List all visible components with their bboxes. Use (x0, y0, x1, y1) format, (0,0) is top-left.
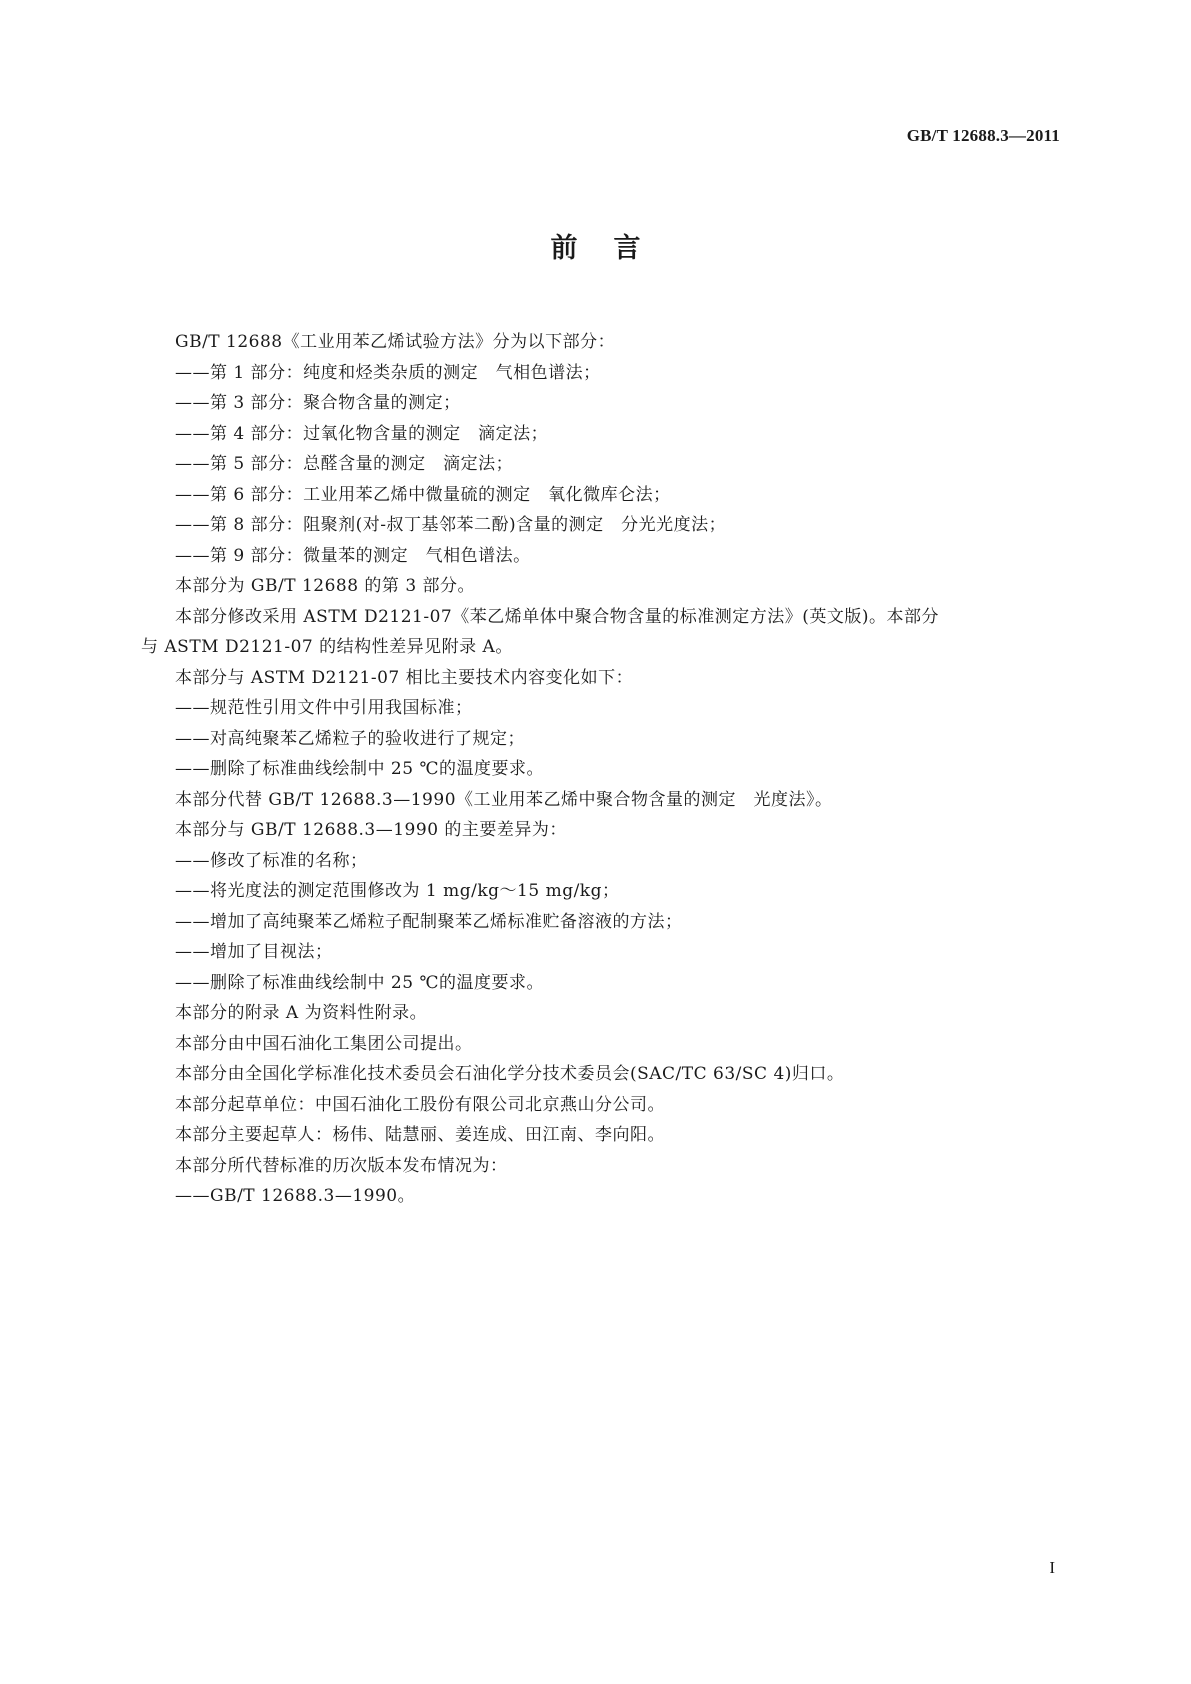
list-item: ——第 4 部分：过氧化物含量的测定 滴定法； (175, 423, 549, 444)
page-number: I (1049, 1558, 1055, 1577)
paragraph-line: 本部分为 GB/T 12688 的第 3 部分。 (175, 576, 476, 596)
standard-number: GB/T 12688.3—2011 (906, 126, 1060, 145)
list-item: ——第 1 部分：纯度和烃类杂质的测定 气相色谱法； (175, 362, 601, 383)
list-item: ——删除了标准曲线绘制中 25 ℃的温度要求。 (175, 972, 544, 993)
paragraph-line: 本部分修改采用 ASTM D2121-07《苯乙烯单体中聚合物含量的标准测定方法》(英文版)。本部分 (175, 606, 940, 627)
list-item: ——对高纯聚苯乙烯粒子的验收进行了规定； (175, 728, 525, 749)
list-item: ——修改了标准的名称； (175, 850, 368, 871)
foreword-body (141, 327, 1063, 1212)
list-item: ——删除了标准曲线绘制中 25 ℃的温度要求。 (175, 759, 544, 779)
paragraph-line: 本部分所代替标准的历次版本发布情况为： (175, 1155, 508, 1176)
paragraph-line: 本部分的附录 A 为资料性附录。 (175, 1003, 428, 1023)
paragraph-line: GB/T 12688《工业用苯乙烯试验方法》分为以下部分： (175, 332, 616, 352)
page-title: 前言 (550, 233, 677, 264)
paragraph-line: 本部分由全国化学标准化技术委员会石油化学分技术委员会(SAC/TC 63/SC 4)归口。 (175, 1064, 845, 1084)
list-item: ——增加了目视法； (175, 942, 333, 962)
list-item: ——增加了高纯聚苯乙烯粒子配制聚苯乙烯标准贮备溶液的方法； (175, 911, 683, 932)
list-item: ——第 3 部分：聚合物含量的测定； (175, 393, 461, 413)
list-item: ——规范性引用文件中引用我国标准； (175, 698, 473, 718)
paragraph-line: 本部分代替 GB/T 12688.3—1990《工业用苯乙烯中聚合物含量的测定 光度法》。 (175, 789, 833, 810)
list-item: ——第 5 部分：总醛含量的测定 滴定法； (175, 454, 514, 474)
paragraph-line: 本部分主要起草人：杨伟、陆慧丽、姜连成、田江南、李向阳。 (175, 1125, 665, 1145)
paragraph-line: 本部分与 ASTM D2121-07 相比主要技术内容变化如下： (175, 667, 634, 688)
list-item: ——将光度法的测定范围修改为 1 mg/kg～15 mg/kg； (175, 881, 620, 901)
paragraph-line: 本部分起草单位：中国石油化工股份有限公司北京燕山分公司。 (175, 1094, 665, 1115)
list-item: ——第 9 部分：微量苯的测定 气相色谱法。 (175, 545, 531, 566)
paragraph-line: 本部分与 GB/T 12688.3—1990 的主要差异为： (175, 820, 567, 840)
paragraph-continuation: 与 ASTM D2121-07 的结构性差异见附录 A。 (141, 637, 513, 657)
list-item: ——第 6 部分：工业用苯乙烯中微量硫的测定 氧化微库仑法； (175, 484, 671, 505)
list-item: ——GB/T 12688.3—1990。 (175, 1186, 416, 1206)
paragraph-line: 本部分由中国石油化工集团公司提出。 (175, 1033, 473, 1054)
list-item: ——第 8 部分：阻聚剂(对-叔丁基邻苯二酚)含量的测定 分光光度法； (175, 515, 727, 535)
